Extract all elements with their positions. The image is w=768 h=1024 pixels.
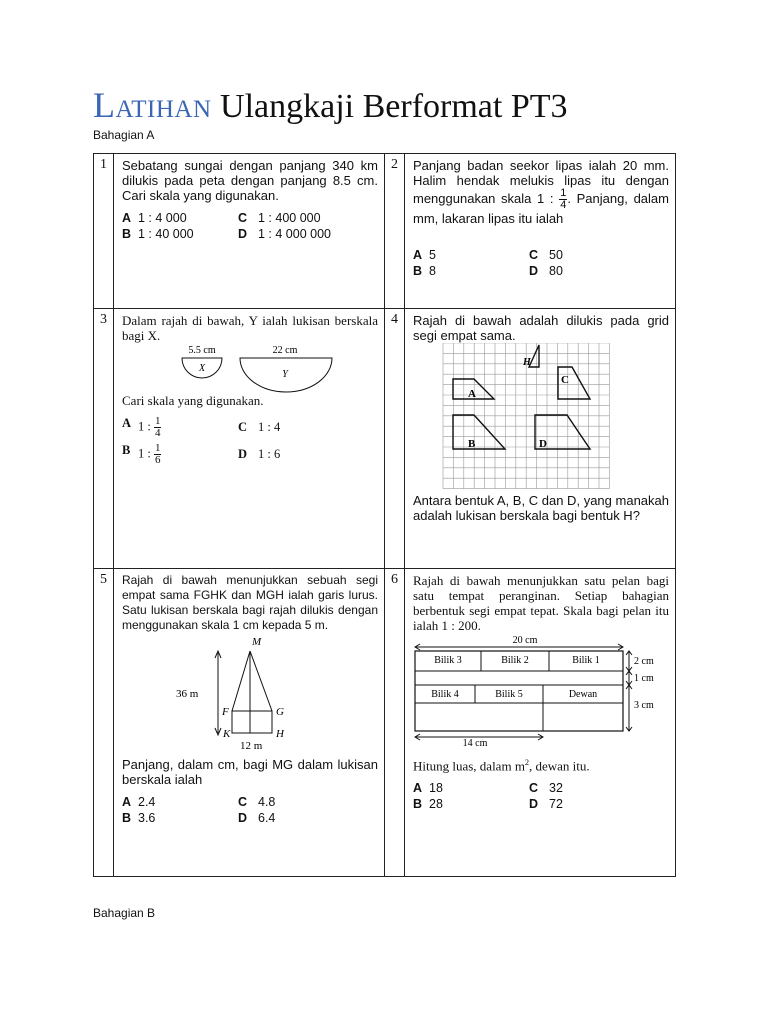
room-bilik-4: Bilik 4 (431, 689, 459, 700)
answer-options (122, 795, 378, 826)
option-letter: B (122, 443, 131, 457)
answer-options (413, 781, 669, 812)
question-5 (114, 569, 385, 877)
fraction-denominator: 6 (154, 454, 161, 466)
option-value: 80 (549, 264, 563, 278)
option-letter: C (238, 420, 248, 434)
height-2cm: 2 cm (634, 656, 654, 667)
question-6 (405, 569, 676, 877)
question-text: Dalam rajah di bawah, Y ialah lukisan berskala bagi X. (122, 313, 378, 343)
answer-options (413, 248, 669, 279)
x-shape-label: X (198, 363, 206, 374)
room-dewan: Dewan (568, 689, 598, 700)
point-k: K (223, 728, 231, 740)
option-value: 1 : 4 000 000 (258, 227, 331, 241)
room-bilik-2: Bilik 2 (501, 655, 529, 666)
option-letter: B (413, 264, 423, 278)
label-h: H (523, 357, 531, 368)
option-value: 32 (549, 781, 563, 796)
label-a: A (468, 388, 476, 400)
option-value: 1 : 6 (258, 447, 281, 461)
question-number: 3 (94, 309, 114, 569)
question-prompt: Cari skala yang digunakan. (122, 393, 264, 408)
fraction-denominator: 4 (154, 427, 161, 439)
option-letter: D (238, 811, 248, 825)
question-prompt: Antara bentuk A, B, C dan D, yang manakah adalah lukisan berskala bagi bentuk H? (413, 493, 669, 523)
point-f: F (222, 706, 229, 718)
room-bilik-1: Bilik 1 (572, 655, 600, 666)
question-prompt-sup: 2 (524, 758, 529, 767)
bottom-length-label: 14 cm (462, 738, 488, 747)
room-bilik-5: Bilik 5 (495, 689, 523, 700)
option-letter: A (122, 795, 132, 809)
option-letter: A (413, 781, 423, 796)
option-value: 6.4 (258, 811, 276, 825)
triangle-figure (122, 633, 377, 751)
option-letter: C (529, 781, 539, 796)
option-letter: B (413, 797, 423, 812)
option-value: 4.8 (258, 795, 276, 809)
square-fghk (232, 711, 272, 733)
option-value: 3.6 (138, 811, 156, 825)
option-value: 18 (429, 781, 443, 796)
fraction-numerator: 1 (154, 415, 161, 427)
option-value: 1 : 4 000 (138, 211, 187, 225)
question-3 (114, 309, 385, 569)
top-length-label: 20 cm (512, 635, 538, 646)
option-letter: B (122, 227, 132, 241)
section-b-heading: Bahagian B (93, 906, 156, 920)
question-number: 4 (385, 309, 405, 569)
option-value (138, 416, 238, 439)
label-b: B (468, 438, 476, 450)
option-letter: C (529, 248, 539, 262)
answer-options (122, 211, 378, 242)
semicircle-figure (122, 343, 377, 393)
option-prefix: 1 : (138, 419, 151, 434)
grid-figure (413, 343, 668, 493)
point-g: G (276, 706, 284, 718)
question-number: 1 (94, 154, 114, 309)
label-d: D (539, 438, 547, 450)
option-letter: A (122, 416, 132, 430)
question-text (413, 158, 669, 226)
question-number: 6 (385, 569, 405, 877)
questions-table (93, 153, 676, 877)
question-text: Sebatang sungai dengan panjang 340 km dilukis pada peta dengan panjang 8.5 cm. Cari skala yang digunakan. (122, 158, 378, 203)
question-number: 2 (385, 154, 405, 309)
fraction-numerator: 1 (154, 442, 161, 454)
question-prompt-post: , dewan itu. (528, 758, 590, 774)
y-length-label: 22 cm (272, 345, 298, 356)
height-label: 36 m (176, 688, 199, 700)
option-letter: D (529, 797, 539, 812)
shape-b (453, 415, 505, 449)
question-prompt (413, 755, 669, 773)
option-value: 1 : 40 000 (138, 227, 194, 241)
question-2 (405, 154, 676, 309)
fraction (154, 443, 162, 466)
title-rest: Ulangkaji Berformat PT3 (220, 88, 568, 125)
option-letter: A (413, 248, 423, 262)
option-value: 1 : 400 000 (258, 211, 321, 225)
option-value: 72 (549, 797, 563, 812)
page-title (93, 84, 568, 126)
option-prefix: 1 : (138, 446, 151, 461)
fraction-numerator: 1 (560, 187, 567, 199)
option-letter: D (529, 264, 539, 278)
question-4 (405, 309, 676, 569)
width-label: 12 m (240, 740, 263, 751)
fraction-denominator: 4 (560, 199, 567, 211)
option-value (138, 443, 238, 466)
point-m: M (252, 636, 262, 648)
option-value: 8 (429, 264, 436, 278)
question-prompt-pre: Hitung luas, dalam m (413, 758, 525, 774)
option-value: 2.4 (138, 795, 156, 809)
floor-plan-figure (413, 633, 675, 747)
question-text-before: Panjang badan seekor lipas ialah 20 mm. Halim hendak melukis lipas itu dengan menggunakan skala 1 : (413, 158, 669, 206)
option-letter: A (122, 211, 132, 225)
height-1cm: 1 cm (634, 673, 654, 684)
title-first-word: Latihan (93, 85, 212, 125)
option-value: 1 : 4 (258, 420, 281, 434)
question-text-after: . Panjang, dalam mm, lakaran lipas itu ialah (413, 190, 669, 226)
y-shape-label: Y (282, 369, 288, 380)
option-value: 5 (429, 248, 436, 262)
section-a-heading: Bahagian A (93, 128, 155, 142)
answer-options (122, 416, 378, 466)
option-letter: D (238, 447, 248, 461)
x-length-label: 5.5 cm (188, 345, 216, 356)
option-value: 50 (549, 248, 563, 262)
fraction (154, 416, 162, 439)
option-letter: D (238, 227, 248, 241)
question-text: Rajah di bawah adalah dilukis pada grid segi empat sama. (413, 313, 669, 343)
height-3cm: 3 cm (634, 700, 654, 711)
question-text: Rajah di bawah menunjukkan satu pelan bagi satu tempat peranginan. Setiap bahagian berbentuk segi empat tepat. Skala bagi pelan itu ialah 1 : 200. (413, 573, 669, 633)
option-value: 28 (429, 797, 443, 812)
question-1 (114, 154, 385, 309)
label-c: C (561, 374, 569, 386)
point-h: H (276, 728, 284, 740)
question-number: 5 (94, 569, 114, 877)
option-letter: C (238, 211, 248, 225)
option-letter: C (238, 795, 248, 809)
option-letter: B (122, 811, 132, 825)
room-bilik-3: Bilik 3 (434, 655, 462, 666)
question-text: Rajah di bawah menunjukkan sebuah segi empat sama FGHK dan MGH ialah garis lurus. Satu lukisan berskala bagi rajah dilukis dengan menggunakan skala 1 cm kepada 5 m. (122, 573, 378, 632)
question-prompt: Panjang, dalam cm, bagi MG dalam lukisan berskala ialah (122, 757, 378, 787)
